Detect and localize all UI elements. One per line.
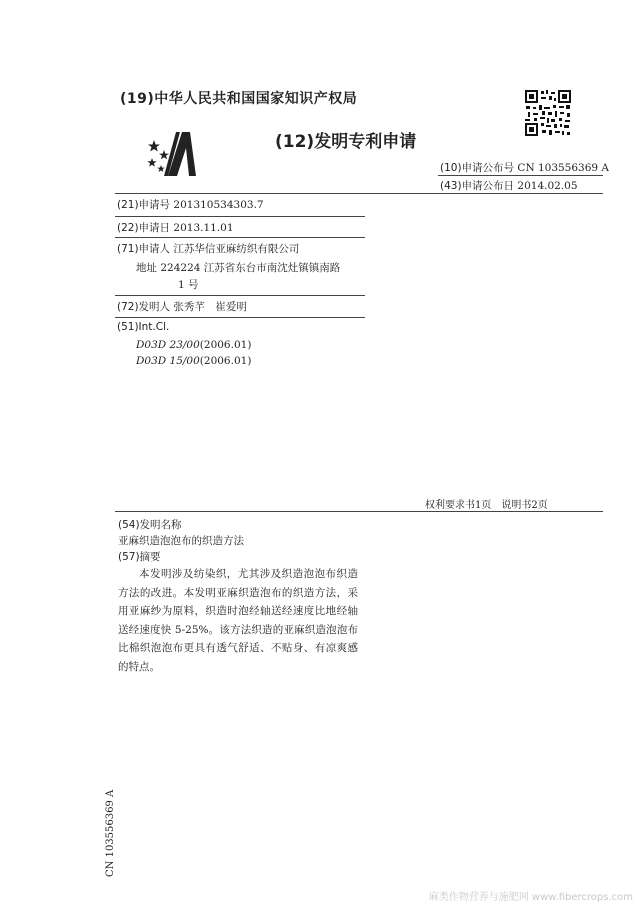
side-publication-number xyxy=(94,782,116,877)
ipc-code: D03D 15/00 xyxy=(136,355,200,367)
int-cl xyxy=(117,321,169,333)
inventors-label: (72)发明人 xyxy=(117,301,171,313)
inventors-value: 张秀芊 崔爱明 xyxy=(173,301,247,313)
application-number xyxy=(117,197,264,212)
application-date-label: (22)申请日 xyxy=(117,222,171,234)
side-publication-text: CN 103556369 A xyxy=(105,789,116,877)
ipc-version: (2006.01) xyxy=(199,355,252,367)
ipc-entry xyxy=(136,339,251,351)
publication-date-label: (43)申请公布日 xyxy=(440,180,515,192)
watermark: 麻类作物营养与施肥网 www.fibercrops.com xyxy=(428,892,633,903)
office-name: (19)中华人民共和国国家知识产权局 xyxy=(120,91,358,107)
ipc-version: (2006.01) xyxy=(199,339,252,351)
application-date xyxy=(117,220,234,235)
publication-date xyxy=(440,178,578,193)
ipc-code: D03D 23/00 xyxy=(136,339,200,351)
publication-number-value: CN 103556369 A xyxy=(517,162,610,174)
address-label: 地址 xyxy=(136,262,157,274)
applicant xyxy=(117,241,299,256)
publication-number-label: (10)申请公布号 xyxy=(440,162,515,174)
sipo-logo-icon xyxy=(146,128,206,178)
ipc-entry xyxy=(136,355,251,367)
title-label: (54)发明名称 xyxy=(118,519,182,531)
divider xyxy=(115,237,365,238)
inventors xyxy=(117,299,247,314)
publication-date-value: 2014.02.05 xyxy=(517,180,578,192)
divider xyxy=(115,193,603,194)
abstract-text: 本发明涉及纺染织，尤其涉及织造泡泡布织造方法的改进。本发明亚麻织造泡布的织造方法，采用亚麻纱为原料，织造时泡经轴送经速度比地经轴送经速度快 5-25%。该方法织造的亚麻织造泡泡布比棉织泡泡布更具有透气舒适、不贴身、有凉爽感的特点。 xyxy=(118,568,358,673)
address-line-1: 224224 江苏省东台市南沈灶镇镇南路 xyxy=(160,262,341,274)
application-date-value: 2013.11.01 xyxy=(173,222,234,234)
publication-number xyxy=(440,160,609,175)
divider xyxy=(438,175,603,176)
page-counts: 权利要求书1页 说明书2页 xyxy=(425,500,548,511)
divider xyxy=(115,511,603,512)
divider xyxy=(115,295,365,296)
address-line-2: 1 号 xyxy=(178,279,199,291)
application-number-value: 201310534303.7 xyxy=(173,199,264,211)
application-number-label: (21)申请号 xyxy=(117,199,171,211)
document-type: (12)发明专利申请 xyxy=(275,132,417,152)
int-cl-label: (51)Int.Cl. xyxy=(117,321,170,333)
applicant-label: (71)申请人 xyxy=(117,243,171,255)
qr-code-icon xyxy=(524,89,572,137)
divider xyxy=(115,317,365,318)
abstract-label: (57)摘要 xyxy=(118,551,161,563)
divider xyxy=(115,216,365,217)
address xyxy=(136,260,340,275)
invention-title: 亚麻织造泡泡布的织造方法 xyxy=(118,535,244,547)
applicant-value: 江苏华信亚麻纺织有限公司 xyxy=(173,243,300,255)
